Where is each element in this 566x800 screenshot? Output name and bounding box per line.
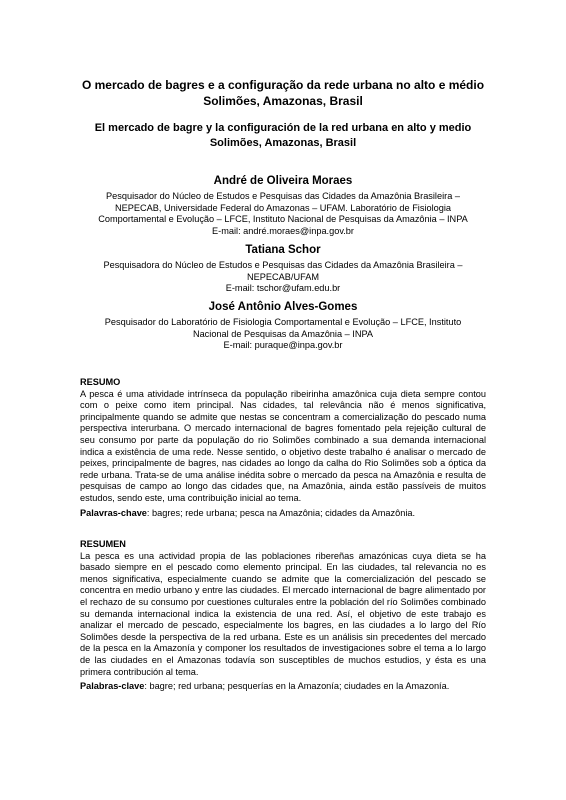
author-affiliation: [70, 260, 496, 295]
affiliation-line: Nacional de Pesquisas da Amazônia – INPA: [192, 328, 374, 339]
keywords-text: : bagre; red urbana; pesquerías en la Amazonía; ciudades en la Amazonía.: [144, 681, 450, 691]
affiliation-line: Pesquisador do Laboratório de Fisiologia Comportamental e Evolução – LFCE, Instituto: [104, 317, 462, 327]
affiliation-line: Pesquisadora do Núcleo de Estudos e Pesquisas das Cidades da Amazônia Brasileira –: [103, 260, 463, 270]
title-portuguese: O mercado de bagres e a configuração da rede urbana no alto e médio Solimões, Amazonas, Brasil: [81, 78, 485, 108]
keywords-portuguese: [80, 508, 486, 520]
keywords-spanish: [80, 681, 486, 693]
affiliation-line: Comportamental e Evolução – LFCE, Instituto Nacional de Pesquisas da Amazônia – INPA: [98, 214, 468, 225]
author-block-1: [70, 174, 496, 237]
author-email: E-mail: andré.moraes@inpa.gov.br: [212, 225, 354, 236]
abstract-body: La pesca es una actividad propia de las poblaciones ribereñas amazónicas cuya dieta se ha basado siempre en el pescado como elemento principal. En las ciudades, tal relevancia no es menos significativa, especialmente cuando se admite que la comercialización del pescado se concentra en medio urbano y entre las ciudades. El mercado internacional de bagre alimentado por el rechazo de su consumo por cuestiones culturales entre la población del río Solimões combinado su demanda internacional indica la existencia de una red. Así, el objetivo de este trabajo es analizar el mercado de pescado, especialmente los bagres, en las ciudades a lo largo del Río Solimões desde la perspectiva de la red urbana. Este es un análisis sin precedentes del mercado de la pesca en la Amazonía y componer los resultados de investigaciones sobre el tema a lo largo de las ciudades en el Amazonas todavía son susceptibles de muchos estudios, y ésta es una primera contribución al tema.: [80, 550, 486, 677]
author-affiliation: [70, 191, 496, 237]
section-heading: RESUMEN: [80, 539, 126, 549]
author-name: André de Oliveira Moraes: [213, 175, 353, 187]
affiliation-line: Pesquisador do Núcleo de Estudos e Pesquisas das Cidades da Amazônia Brasileira –: [106, 191, 460, 201]
author-email: E-mail: puraque@inpa.gov.br: [223, 340, 343, 351]
keywords-text: : bagres; rede urbana; pesca na Amazônia; cidades da Amazônia.: [146, 508, 416, 518]
section-heading: RESUMO: [80, 377, 121, 387]
abstract-spanish: [80, 539, 486, 678]
keywords-label: Palabras-clave: [80, 681, 145, 691]
affiliation-line: NEPECAB/UFAM: [247, 271, 319, 282]
author-name: Tatiana Schor: [245, 244, 321, 256]
author-email: E-mail: tschor@ufam.edu.br: [225, 283, 341, 294]
abstract-body: A pesca é uma atividade intrínseca da população ribeirinha amazônica cuja dieta sempre contou com o peixe como item principal. Nas cidades, tal relevância não é menos significativa, principalmente quando se admite que nestas se concentram a comercialização do pescado numa perspectiva interurbana. O mercado internacional de bagres fomentado pela rejeição cultural de seu consumo por parte da população do rio Solimões combinado a sua demanda internacional indica a existência de uma rede. Nesse sentido, o objetivo deste trabalho é analisar o mercado de peixes, principalmente de bagres, nas cidades ao longo da calha do Rio Solimões sob a óptica da rede urbana. Trata-se de uma análise inédita sobre o mercado da pesca na Amazônia e resulta de pesquisas de campo ao longo das cidades que, na Amazônia, ainda estão passíveis de muitos estudos, sendo este, uma contribuição inicial ao tema.: [80, 388, 486, 503]
title-spanish: El mercado de bagre y la configuración de la red urbana en alto y medio Solimões, Amazonas, Brasil: [94, 122, 472, 149]
abstract-portuguese: [80, 377, 486, 505]
author-block-3: [70, 300, 496, 352]
keywords-label: Palavras-chave: [80, 508, 147, 518]
author-affiliation: [70, 317, 496, 352]
author-name: José Antônio Alves-Gomes: [208, 301, 358, 313]
affiliation-line: NEPECAB, Universidade Federal do Amazonas – UFAM. Laboratório de Fisiologia: [114, 202, 452, 213]
author-block-2: [70, 243, 496, 295]
